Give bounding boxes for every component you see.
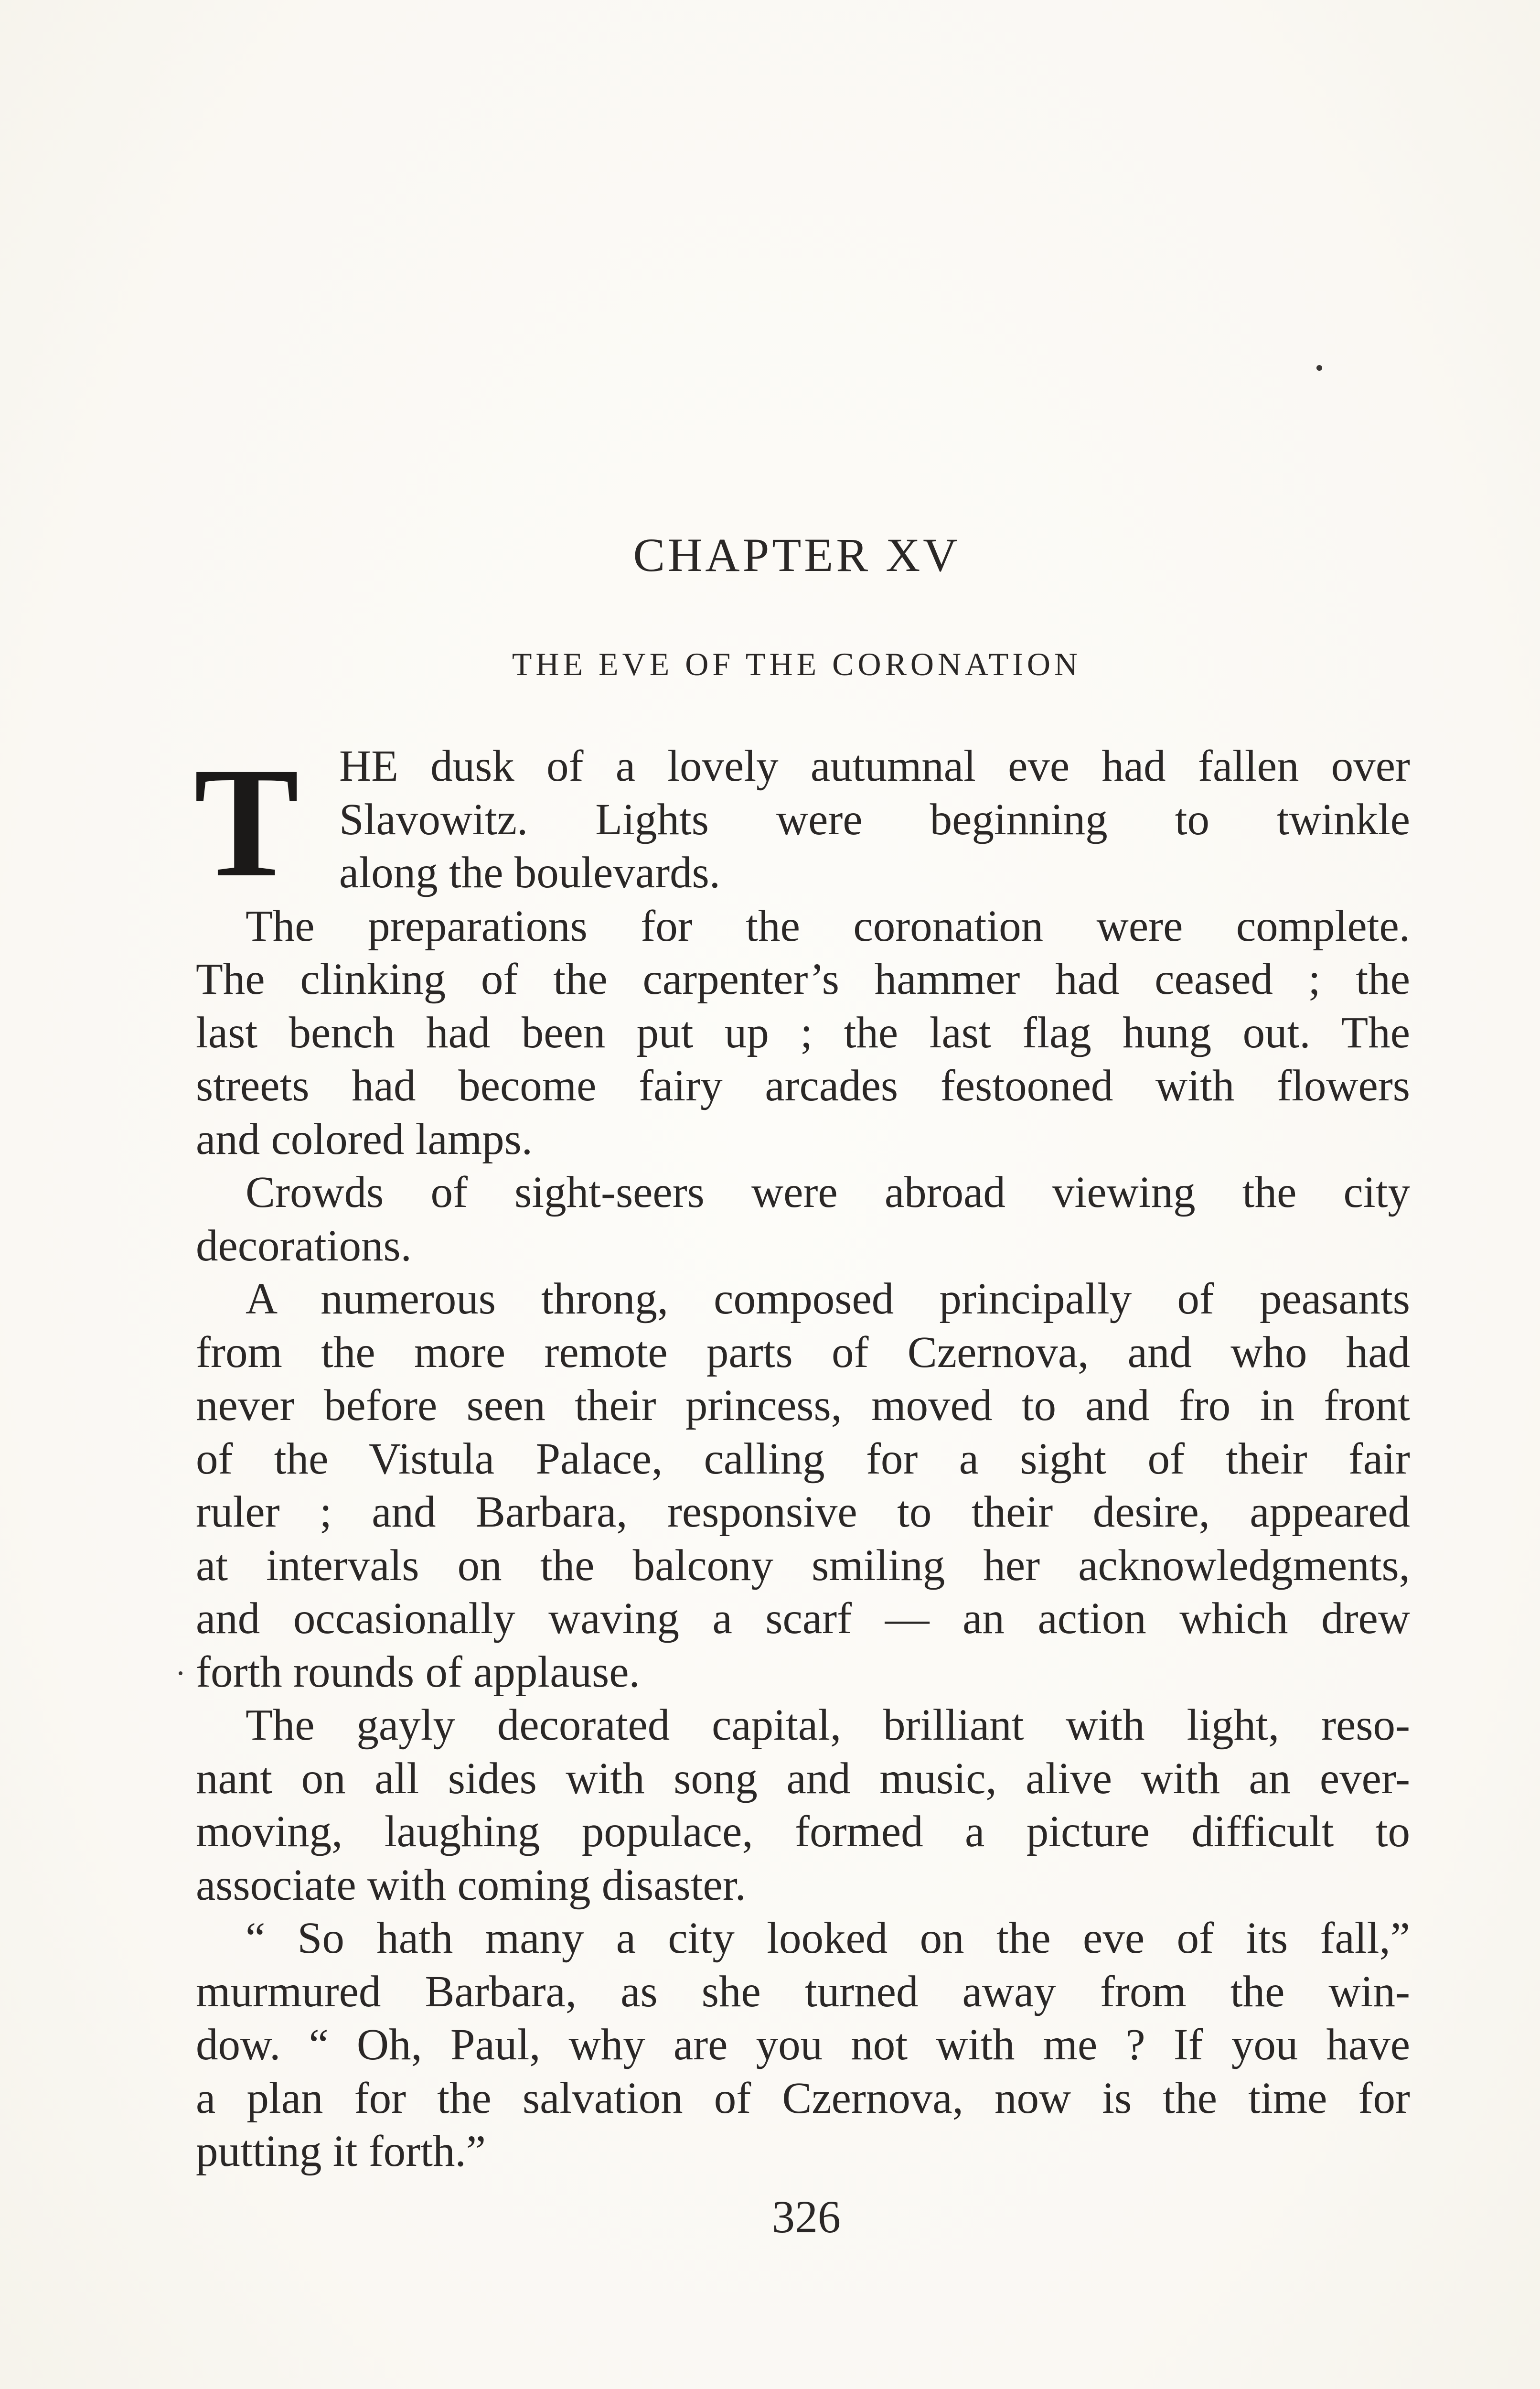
text-line: HE dusk of a lovely autumnal eve had fallen over <box>339 742 1410 791</box>
text-line: A numerous throng, composed principally of peasants <box>246 1274 1410 1324</box>
text-line: and occasionally waving a scarf — an action which drew <box>196 1594 1410 1643</box>
text-line: dow. “ Oh, Paul, why are you not with me ? If you have <box>196 2020 1410 2069</box>
paragraph <box>196 1272 1410 1699</box>
text-line: forth rounds of applause. <box>196 1647 640 1697</box>
text-line: at intervals on the balcony smiling her acknowledgments, <box>196 1540 1410 1590</box>
text-line: Slavowitz. Lights were beginning to twinkle <box>339 795 1410 844</box>
drop-cap: T <box>194 735 299 910</box>
text-line: of the Vistula Palace, calling for a sight of their fair <box>196 1434 1410 1484</box>
text-line: associate with coming disaster. <box>196 1860 746 1910</box>
paragraph <box>196 900 1410 1166</box>
text-line: The gayly decorated capital, brilliant with light, reso- <box>246 1700 1410 1750</box>
text-line: never before seen their princess, moved to and fro in front <box>196 1381 1410 1430</box>
text-line: from the more remote parts of Czernova, and who had <box>196 1327 1410 1377</box>
text-line: putting it forth.” <box>196 2127 486 2176</box>
text-line: ruler ; and Barbara, responsive to their desire, appeared <box>196 1487 1410 1537</box>
text-line: nant on all sides with song and music, alive with an ever- <box>196 1754 1410 1803</box>
text-line: The preparations for the coronation were complete. <box>246 901 1410 951</box>
text-line: Crowds of sight-seers were abroad viewing the city <box>246 1168 1410 1217</box>
text-line: The clinking of the carpenter’s hammer had ceased ; the <box>196 955 1410 1004</box>
opening-paragraph <box>194 735 1410 910</box>
drop-cap-lines <box>339 740 1410 900</box>
chapter-subtitle: THE EVE OF THE CORONATION <box>512 646 1082 682</box>
text-line: decorations. <box>196 1221 412 1270</box>
text-line: streets had become fairy arcades festooned with flowers <box>196 1061 1410 1110</box>
text-line: along the boulevards. <box>339 848 721 897</box>
text-line: a plan for the salvation of Czernova, now is the time for <box>196 2073 1410 2123</box>
ink-speck <box>179 1671 182 1675</box>
text-line: “ So hath many a city looked on the eve of its fall,” <box>246 1914 1410 1963</box>
paragraph <box>196 1166 1410 1272</box>
text-line: last bench had been put up ; the last flag hung out. The <box>196 1008 1410 1057</box>
paragraph <box>196 1912 1410 2178</box>
text-line: and colored lamps. <box>196 1114 533 1164</box>
text-line: moving, laughing populace, formed a picture difficult to <box>196 1807 1410 1856</box>
paragraph <box>196 1699 1410 1912</box>
text-line: murmured Barbara, as she turned away from the win- <box>196 1967 1410 2016</box>
page-number: 326 <box>772 2191 841 2242</box>
chapter-title: CHAPTER XV <box>633 528 961 581</box>
ink-speck <box>1316 365 1322 371</box>
body-text <box>194 735 1410 2178</box>
